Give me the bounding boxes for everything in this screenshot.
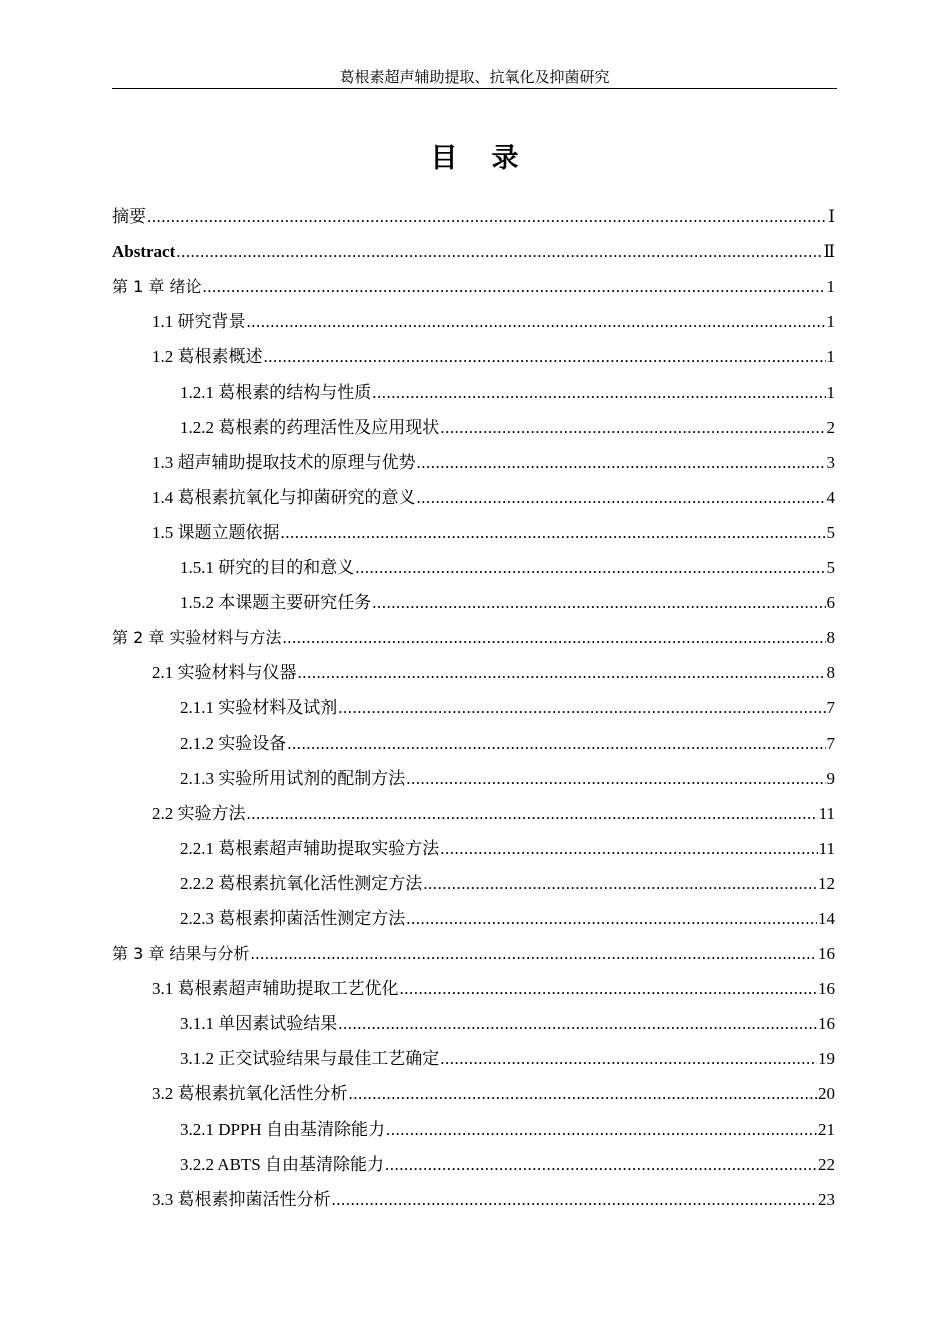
toc-dot-leader xyxy=(386,1112,817,1147)
toc-entry-page: 11 xyxy=(818,803,835,823)
toc-dot-leader xyxy=(202,269,825,304)
toc-entry-page: 14 xyxy=(818,908,835,928)
running-header: 葛根素超声辅助提取、抗氧化及抑菌研究 xyxy=(339,70,610,86)
toc-entry-page: 5 xyxy=(826,522,835,542)
toc-entry[interactable] xyxy=(112,269,835,304)
toc-entry[interactable] xyxy=(112,515,835,550)
toc-entry-page: 1 xyxy=(826,382,835,402)
toc-entry-label: 1.2.1 葛根素的结构与性质 xyxy=(180,382,372,402)
toc-entry-label: 1.1 研究背景 xyxy=(152,312,246,332)
toc-entry-page: 6 xyxy=(826,593,835,613)
toc-entry[interactable] xyxy=(112,690,835,725)
toc-entry-label: Abstract xyxy=(112,242,176,262)
toc-entry-label: 2.2 实验方法 xyxy=(152,803,246,823)
toc-entry[interactable] xyxy=(112,971,835,1006)
toc-entry[interactable] xyxy=(112,550,835,585)
toc-dot-leader xyxy=(332,1182,818,1217)
toc-entry-page: 20 xyxy=(818,1084,835,1104)
toc-entry[interactable] xyxy=(112,1147,835,1182)
toc-dot-leader xyxy=(440,1041,817,1076)
toc-dot-leader xyxy=(355,550,825,585)
toc-entry[interactable] xyxy=(112,304,835,339)
toc-dot-leader xyxy=(349,1076,818,1111)
toc-entry-page: Ⅱ xyxy=(823,242,835,262)
toc-entry[interactable] xyxy=(112,445,835,480)
header-rule xyxy=(112,88,837,89)
toc-entry[interactable] xyxy=(112,374,835,409)
toc-entry[interactable] xyxy=(112,866,835,901)
toc-dot-leader xyxy=(287,726,825,761)
toc-dot-leader xyxy=(406,901,817,936)
toc-entry-page: 19 xyxy=(818,1049,835,1069)
toc-entry[interactable] xyxy=(112,1041,835,1076)
toc-entry[interactable] xyxy=(112,796,835,831)
toc-entry-page: Ⅰ xyxy=(828,207,835,227)
toc-entry[interactable] xyxy=(112,1111,835,1146)
toc-entry-page: 9 xyxy=(826,768,835,788)
toc-entry-label: 1.5.1 研究的目的和意义 xyxy=(180,558,355,578)
toc-entry-page: 4 xyxy=(826,487,835,507)
toc-dot-leader xyxy=(298,655,826,690)
toc-dot-leader xyxy=(247,304,826,339)
toc-dot-leader xyxy=(264,339,826,374)
toc-entry[interactable] xyxy=(112,901,835,936)
toc-entry-page: 23 xyxy=(818,1189,835,1209)
toc-entry[interactable] xyxy=(112,1076,835,1111)
toc-dot-leader xyxy=(338,690,825,725)
toc-entry[interactable] xyxy=(112,234,835,269)
toc-entry-page: 8 xyxy=(826,663,835,683)
toc-entry[interactable] xyxy=(112,620,835,655)
toc-entry[interactable] xyxy=(112,725,835,760)
toc-entry-label: 3.1.1 单因素试验结果 xyxy=(180,1014,338,1034)
toc-entry[interactable] xyxy=(112,410,835,445)
page-title: 目录 xyxy=(430,143,553,174)
toc-entry[interactable] xyxy=(112,1006,835,1041)
toc-entry-page: 5 xyxy=(826,558,835,578)
toc-entry-label: 2.2.2 葛根素抗氧化活性测定方法 xyxy=(180,873,423,893)
toc-entry-label: 摘要 xyxy=(112,207,146,227)
toc-entry[interactable] xyxy=(112,199,835,234)
toc-entry-page: 2 xyxy=(826,417,835,437)
toc-entry-page: 7 xyxy=(826,698,835,718)
toc-entry-page: 1 xyxy=(826,312,835,332)
toc-dot-leader xyxy=(338,1006,817,1041)
toc-entry-label: 2.1.1 实验材料及试剂 xyxy=(180,698,338,718)
toc-entry[interactable] xyxy=(112,585,835,620)
toc-entry-label: 3.2.2 ABTS 自由基清除能力 xyxy=(180,1154,385,1174)
toc-entry-page: 1 xyxy=(826,277,835,297)
toc-entry-page: 3 xyxy=(826,452,835,472)
toc-entry-page: 16 xyxy=(818,979,835,999)
toc-entry-page: 8 xyxy=(826,628,835,648)
toc-entry-label: 3.1.2 正交试验结果与最佳工艺确定 xyxy=(180,1049,440,1069)
toc-entry[interactable] xyxy=(112,1182,835,1217)
toc-entry-label: 第 3 章 结果与分析 xyxy=(112,944,250,964)
toc-entry[interactable] xyxy=(112,831,835,866)
toc-entry[interactable] xyxy=(112,936,835,971)
toc-entry[interactable] xyxy=(112,480,835,515)
toc-entry-label: 第 2 章 实验材料与方法 xyxy=(112,628,282,648)
toc-dot-leader xyxy=(282,620,825,655)
toc-entry-label: 3.2 葛根素抗氧化活性分析 xyxy=(152,1084,348,1104)
toc-dot-leader xyxy=(176,234,822,269)
toc-entry-page: 22 xyxy=(818,1154,835,1174)
toc-dot-leader xyxy=(281,515,826,550)
toc-entry-label: 2.2.1 葛根素超声辅助提取实验方法 xyxy=(180,838,440,858)
toc-entry-label: 2.1 实验材料与仪器 xyxy=(152,663,297,683)
toc-entry-label: 第 1 章 绪论 xyxy=(112,277,202,297)
toc-entry-label: 1.4 葛根素抗氧化与抑菌研究的意义 xyxy=(152,487,416,507)
toc-entry-page: 16 xyxy=(818,1014,835,1034)
toc-entry-label: 2.1.2 实验设备 xyxy=(180,733,287,753)
toc-entry-page: 16 xyxy=(818,944,835,964)
toc-entry-label: 2.2.3 葛根素抑菌活性测定方法 xyxy=(180,908,406,928)
toc-entry-page: 11 xyxy=(818,838,835,858)
toc-entry-label: 1.3 超声辅助提取技术的原理与优势 xyxy=(152,452,416,472)
toc-entry-label: 1.2 葛根素概述 xyxy=(152,347,263,367)
toc-entry-label: 1.5 课题立题依据 xyxy=(152,522,280,542)
table-of-contents xyxy=(112,199,835,1217)
toc-dot-leader xyxy=(400,971,818,1006)
toc-entry-label: 3.3 葛根素抑菌活性分析 xyxy=(152,1189,331,1209)
toc-dot-leader xyxy=(250,936,817,971)
toc-dot-leader xyxy=(440,831,817,866)
toc-dot-leader xyxy=(372,585,825,620)
toc-entry-page: 12 xyxy=(818,873,835,893)
toc-dot-leader xyxy=(147,199,826,234)
toc-entry-label: 2.1.3 实验所用试剂的配制方法 xyxy=(180,768,406,788)
toc-dot-leader xyxy=(417,445,826,480)
toc-entry-label: 1.5.2 本课题主要研究任务 xyxy=(180,593,372,613)
toc-dot-leader xyxy=(417,480,826,515)
toc-dot-leader xyxy=(440,410,825,445)
toc-entry[interactable] xyxy=(112,339,835,374)
toc-entry-page: 21 xyxy=(818,1119,835,1139)
toc-dot-leader xyxy=(372,375,825,410)
toc-dot-leader xyxy=(247,796,818,831)
toc-entry-page: 1 xyxy=(826,347,835,367)
toc-dot-leader xyxy=(406,761,825,796)
toc-entry-label: 3.2.1 DPPH 自由基清除能力 xyxy=(180,1119,385,1139)
toc-dot-leader xyxy=(385,1147,817,1182)
toc-entry-label: 1.2.2 葛根素的药理活性及应用现状 xyxy=(180,417,440,437)
toc-entry-page: 7 xyxy=(826,733,835,753)
toc-entry[interactable] xyxy=(112,761,835,796)
toc-dot-leader xyxy=(423,866,817,901)
toc-entry-label: 3.1 葛根素超声辅助提取工艺优化 xyxy=(152,979,399,999)
toc-entry[interactable] xyxy=(112,655,835,690)
